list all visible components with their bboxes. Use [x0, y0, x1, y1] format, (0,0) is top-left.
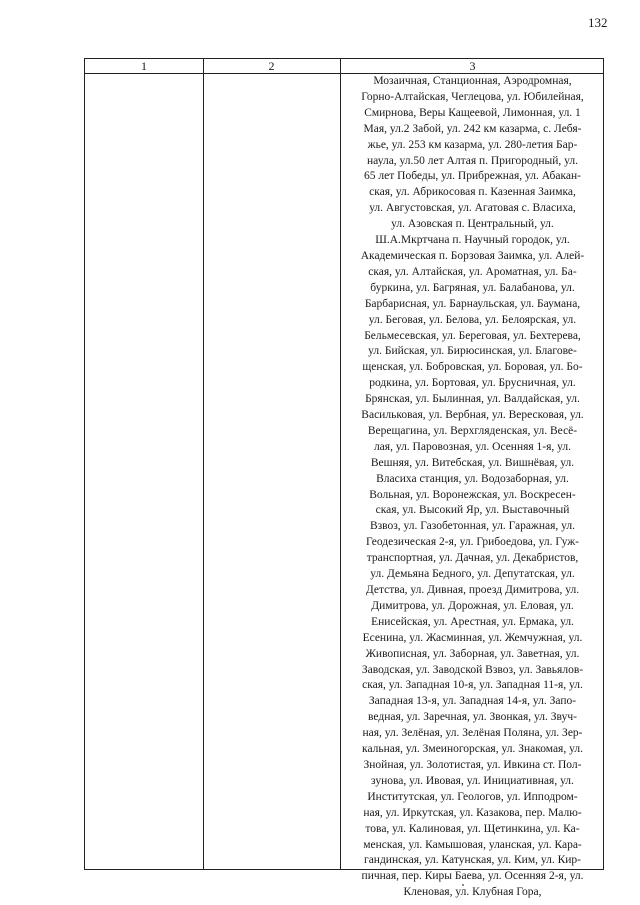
column-3-line: ская, ул. Абрикосовая п. Казенная Заимка,: [369, 186, 576, 199]
column-3-line: Заводская, ул. Заводской Взвоз, ул. Завьялов-: [361, 663, 584, 676]
column-3-line: родкина, ул. Бортовая, ул. Брусничная, ул.: [369, 377, 576, 390]
scan-dot: [462, 884, 464, 886]
column-3-line: гандинская, ул. Катунская, ул. Ким, ул. Кир-: [363, 854, 582, 867]
column-3-line: 65 лет Победы, ул. Прибрежная, ул. Абакан-: [364, 170, 581, 183]
column-3-line: Взвоз, ул. Газобетонная, ул. Гаражная, ул.: [369, 520, 576, 533]
header-cell-2: 2: [268, 59, 275, 73]
column-3-line: Бельмесевская, ул. Береговая, ул. Бехтерева,: [364, 329, 581, 342]
column-3-line: Вольная, ул. Воронежская, ул. Воскресен-: [369, 488, 576, 501]
column-3-line: Детства, ул. Дивная, проезд Димитрова, ул.: [365, 584, 580, 596]
column-3-line: това, ул. Калиновая, ул. Щетинкина, ул. Ка-: [365, 822, 580, 835]
column-3-line: Верещагина, ул. Верхгляденская, ул. Весё-: [367, 424, 578, 437]
column-3-text: [343, 74, 602, 901]
column-3-line: Власиха станция, ул. Водозаборная, ул.: [376, 472, 569, 485]
address-table: [84, 58, 604, 899]
column-3-line: ская, ул. Алтайская, ул. Ароматная, ул. Ба-: [368, 265, 577, 278]
column-3-line: Академическая п. Борзовая Заимка, ул. Алей-: [360, 249, 585, 262]
column-3-line: ул. Бийская, ул. Бирюсинская, ул. Благове-: [368, 345, 577, 358]
column-3-line: транспортная, ул. Дачная, ул. Декабристов,: [366, 552, 579, 565]
column-3-line: ская, ул. Высокий Яр, ул. Выставочный: [375, 504, 570, 517]
column-3-line: Западная 13-я, ул. Западная 14-я, ул. Запо-: [368, 695, 577, 708]
column-3-line: Енисейская, ул. Арестная, ул. Ермака, ул.: [371, 615, 574, 628]
column-3-line: зунова, ул. Ивовая, ул. Инициативная, ул.: [371, 774, 574, 787]
column-3-line: щенская, ул. Бобровская, ул. Боровая, ул. Бо-: [362, 361, 583, 374]
page-number: 132: [588, 15, 608, 30]
column-3-line: Есенина, ул. Жасминная, ул. Жемчужная, ул.: [362, 631, 583, 644]
column-3-line: ведная, ул. Заречная, ул. Звонкая, ул. Звуч-: [368, 711, 577, 724]
column-3-line: ул. Беговая, ул. Белова, ул. Белоярская, ул.: [368, 313, 577, 326]
column-3-line: наула, ул.50 лет Алтая п. Пригородный, ул.: [367, 154, 578, 167]
column-3-line: Мозаичная, Станционная, Аэродромная,: [373, 75, 572, 87]
header-cell-1: 1: [141, 59, 147, 73]
column-3-line: Брянская, ул. Былинная, ул. Валдайская, ул.: [365, 393, 580, 406]
column-3-line: Институтская, ул. Геологов, ул. Ипподром-: [367, 790, 578, 803]
table-header-row: [85, 59, 603, 74]
column-3-line: Барбарисная, ул. Барнаульская, ул. Баумана,: [364, 297, 581, 310]
column-3-line: Димитрова, ул. Дорожная, ул. Еловая, ул.: [371, 599, 574, 612]
column-3-line: ул. Азовская п. Центральный, ул.: [391, 218, 554, 231]
column-3-line: лая, ул. Паровозная, ул. Осенняя 1-я, ул.: [373, 440, 572, 453]
column-3-line: Смирнова, Веры Кащеевой, Лимонная, ул. 1: [364, 106, 581, 119]
column-divider-2: [340, 59, 341, 869]
column-3-line: Живописная, ул. Заборная, ул. Заветная, ул.: [365, 647, 580, 660]
column-3-line: Вешняя, ул. Витебская, ул. Вишнёвая, ул.: [370, 456, 575, 469]
column-3-line: буркина, ул. Багряная, ул. Балабанова, ул.: [370, 281, 575, 294]
column-3-line: жье, ул. 253 км казарма, ул. 280-летия Бар-: [367, 138, 578, 151]
column-3-line: Горно-Алтайская, Чеглецова, ул. Юбилейная,: [361, 90, 584, 103]
column-3-line: пичная, пер. Киры Баева, ул. Осенняя 2-я, ул.: [361, 870, 584, 883]
column-3-line: ская, ул. Западная 10-я, ул. Западная 11-я, ул.: [362, 679, 583, 692]
column-3-line: ная, ул. Зелёная, ул. Зелёная Поляна, ул. Зер-: [362, 727, 583, 740]
column-3-line: Знойная, ул. Золотистая, ул. Ивкина ст. Пол-: [363, 758, 582, 771]
column-3-line: ул. Августовская, ул. Агатовая с. Власиха,: [369, 202, 576, 215]
column-3-line: ная, ул. Иркутская, ул. Казакова, пер. Малю-: [363, 806, 582, 819]
column-3-line: ул. Демьяна Бедного, ул. Депутатская, ул.: [370, 568, 575, 581]
column-3-line: кальная, ул. Змеиногорская, ул. Знакомая, ул.: [362, 743, 583, 756]
column-3-line: Мая, ул.2 Забой, ул. 242 км казарма, с. Лебя-: [363, 122, 582, 135]
header-cell-3: 3: [469, 59, 476, 73]
column-3-line: менская, ул. Камышовая, уланская, ул. Кара-: [363, 838, 582, 851]
column-divider-1: [203, 59, 204, 869]
column-3-line: Ш.А.Мкртчана п. Научный городок, ул.: [375, 234, 570, 247]
column-3-line: Геодезическая 2-я, ул. Грибоедова, ул. Гуж-: [366, 536, 579, 549]
column-3-line: Кленовая, ул. Клубная Гора,: [403, 886, 542, 899]
column-3-line: Васильковая, ул. Вербная, ул. Вересковая, ул.: [361, 409, 584, 422]
